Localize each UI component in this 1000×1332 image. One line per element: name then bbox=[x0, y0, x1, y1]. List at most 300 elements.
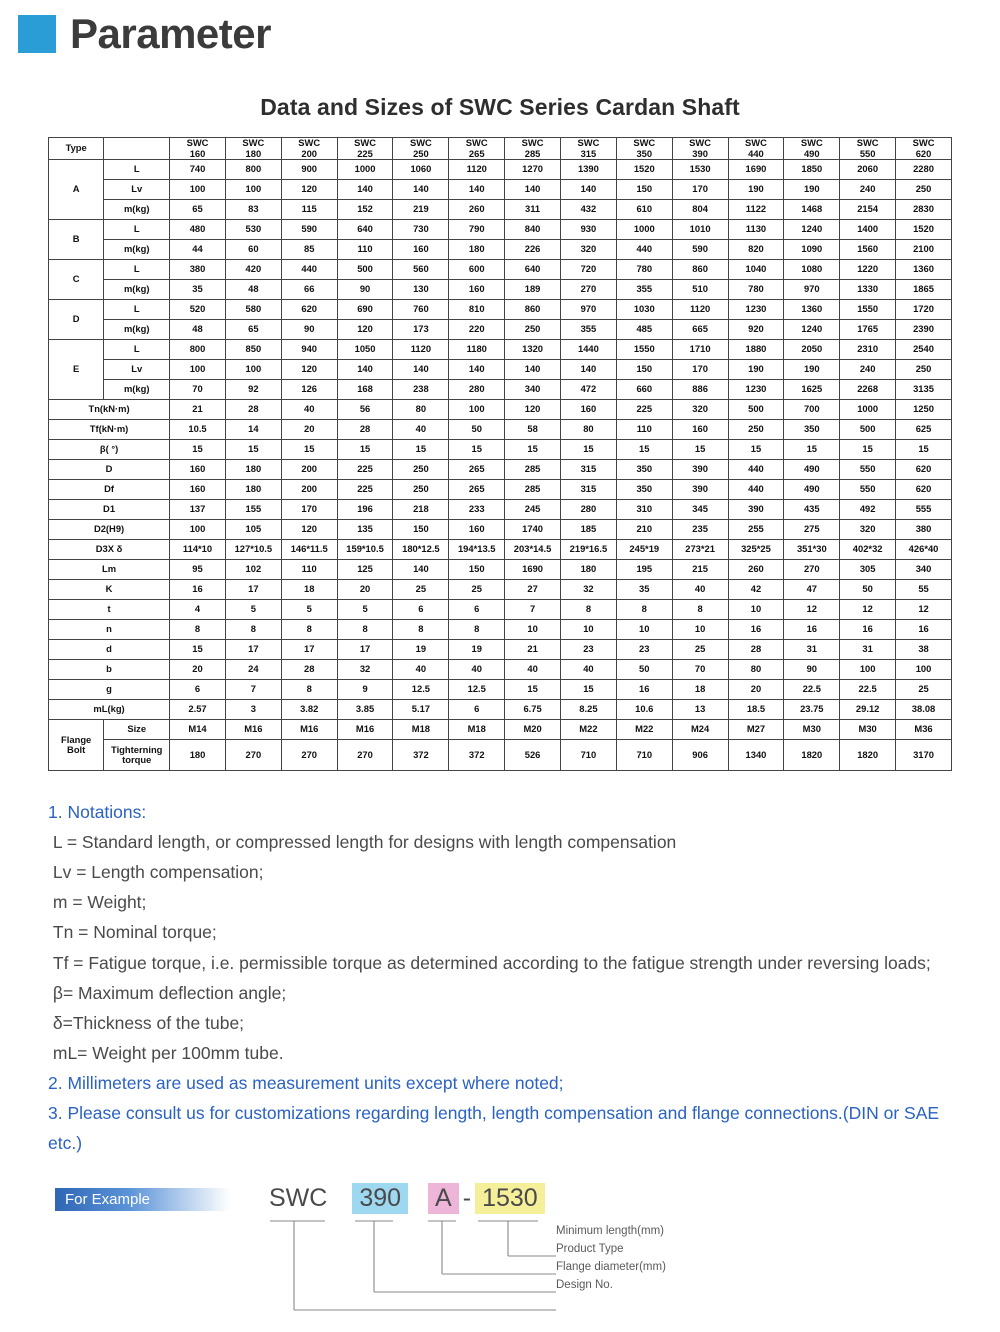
notation-line: 2. Millimeters are used as measurement units except where noted; bbox=[48, 1072, 564, 1093]
data-cell: 100 bbox=[170, 520, 226, 540]
table-row bbox=[49, 220, 952, 240]
data-cell: 8 bbox=[170, 620, 226, 640]
data-cell: 1820 bbox=[840, 740, 896, 771]
data-cell: M22 bbox=[616, 720, 672, 740]
data-cell: 215 bbox=[672, 560, 728, 580]
row-label: mL(kg) bbox=[49, 700, 170, 720]
data-cell: 2.57 bbox=[170, 700, 226, 720]
data-cell: 130 bbox=[393, 280, 449, 300]
group-label-flange-bolt: Flange Bolt bbox=[49, 720, 104, 771]
data-cell: 140 bbox=[561, 360, 617, 380]
data-cell: 1360 bbox=[896, 260, 952, 280]
data-cell: 27 bbox=[505, 580, 561, 600]
data-cell: 1468 bbox=[784, 200, 840, 220]
data-cell: 15 bbox=[728, 440, 784, 460]
data-cell: 10.6 bbox=[616, 700, 672, 720]
data-cell: 135 bbox=[337, 520, 393, 540]
data-cell: 70 bbox=[170, 380, 226, 400]
table-row bbox=[49, 720, 952, 740]
data-cell: 550 bbox=[840, 460, 896, 480]
data-cell: 18 bbox=[672, 680, 728, 700]
table-row bbox=[49, 680, 952, 700]
data-cell: 48 bbox=[225, 280, 281, 300]
data-cell: 218 bbox=[393, 500, 449, 520]
group-label-D: D bbox=[49, 300, 104, 340]
data-cell: 5.17 bbox=[393, 700, 449, 720]
row-label: K bbox=[49, 580, 170, 600]
callout-labels bbox=[556, 1223, 666, 1295]
data-cell: 24 bbox=[225, 660, 281, 680]
row-label: D1 bbox=[49, 500, 170, 520]
notation-line: Tn = Nominal torque; bbox=[48, 922, 217, 943]
data-cell: 196 bbox=[337, 500, 393, 520]
data-cell: 1440 bbox=[561, 340, 617, 360]
table-row bbox=[49, 480, 952, 500]
data-cell: 8.25 bbox=[561, 700, 617, 720]
data-cell: 160 bbox=[449, 280, 505, 300]
data-cell: M16 bbox=[225, 720, 281, 740]
data-cell: 1330 bbox=[840, 280, 896, 300]
data-cell: 440 bbox=[728, 460, 784, 480]
table-title: Data and Sizes of SWC Series Cardan Shaft bbox=[260, 94, 740, 120]
data-cell: 50 bbox=[449, 420, 505, 440]
data-cell: 260 bbox=[728, 560, 784, 580]
data-cell: 120 bbox=[281, 520, 337, 540]
data-cell: 860 bbox=[505, 300, 561, 320]
data-cell: 590 bbox=[281, 220, 337, 240]
data-cell: 625 bbox=[896, 420, 952, 440]
data-cell: 740 bbox=[170, 160, 226, 180]
data-cell: 590 bbox=[672, 240, 728, 260]
data-cell: M36 bbox=[896, 720, 952, 740]
data-cell: 810 bbox=[449, 300, 505, 320]
data-cell: 100 bbox=[449, 400, 505, 420]
data-cell: 940 bbox=[281, 340, 337, 360]
data-cell: 40 bbox=[393, 660, 449, 680]
data-cell: M22 bbox=[561, 720, 617, 740]
data-cell: 2100 bbox=[896, 240, 952, 260]
data-cell: 194*13.5 bbox=[449, 540, 505, 560]
data-cell: 19 bbox=[393, 640, 449, 660]
data-cell: 600 bbox=[449, 260, 505, 280]
data-cell: 1080 bbox=[784, 260, 840, 280]
data-cell: 1120 bbox=[672, 300, 728, 320]
data-cell: 160 bbox=[672, 420, 728, 440]
data-cell: 5 bbox=[337, 600, 393, 620]
data-cell: 12.5 bbox=[393, 680, 449, 700]
data-cell: 140 bbox=[505, 360, 561, 380]
data-cell: 1690 bbox=[728, 160, 784, 180]
data-cell: 351*30 bbox=[784, 540, 840, 560]
column-header-315: SWC 315 bbox=[561, 138, 617, 160]
data-cell: 3135 bbox=[896, 380, 952, 400]
data-cell: M16 bbox=[337, 720, 393, 740]
data-cell: 8 bbox=[672, 600, 728, 620]
column-header-180: SWC 180 bbox=[225, 138, 281, 160]
page-title: Parameter bbox=[70, 10, 271, 57]
data-cell: 21 bbox=[505, 640, 561, 660]
data-cell: 1230 bbox=[728, 380, 784, 400]
data-cell: 1550 bbox=[840, 300, 896, 320]
row-label: m(kg) bbox=[104, 380, 170, 400]
row-label: β( °) bbox=[49, 440, 170, 460]
data-cell: 620 bbox=[896, 460, 952, 480]
data-cell: 190 bbox=[728, 360, 784, 380]
row-label: m(kg) bbox=[104, 240, 170, 260]
data-cell: 280 bbox=[561, 500, 617, 520]
header-accent-marker bbox=[18, 15, 56, 53]
notation-line: β= Maximum deflection angle; bbox=[48, 982, 287, 1003]
data-cell: 710 bbox=[561, 740, 617, 771]
data-cell: 390 bbox=[672, 460, 728, 480]
data-cell: 2310 bbox=[840, 340, 896, 360]
table-row bbox=[49, 200, 952, 220]
data-cell: 260 bbox=[449, 200, 505, 220]
row-label: Tn(kN·m) bbox=[49, 400, 170, 420]
data-cell: 150 bbox=[616, 360, 672, 380]
data-cell: 28 bbox=[225, 400, 281, 420]
data-cell: 265 bbox=[449, 460, 505, 480]
callout-item: Design No. bbox=[556, 1279, 613, 1292]
data-cell: 16 bbox=[728, 620, 784, 640]
table-row bbox=[49, 500, 952, 520]
data-cell: 402*32 bbox=[840, 540, 896, 560]
data-cell: 19 bbox=[449, 640, 505, 660]
data-cell: 10 bbox=[672, 620, 728, 640]
row-label: L bbox=[104, 260, 170, 280]
data-cell: 1850 bbox=[784, 160, 840, 180]
data-cell: 20 bbox=[281, 420, 337, 440]
data-cell: 620 bbox=[896, 480, 952, 500]
data-cell: 233 bbox=[449, 500, 505, 520]
data-cell: 490 bbox=[784, 480, 840, 500]
data-cell: 1220 bbox=[840, 260, 896, 280]
data-cell: 25 bbox=[393, 580, 449, 600]
data-cell: 20 bbox=[170, 660, 226, 680]
leader-lines bbox=[0, 1182, 1000, 1332]
data-cell: 140 bbox=[561, 180, 617, 200]
data-cell: 170 bbox=[672, 360, 728, 380]
data-cell: 285 bbox=[505, 480, 561, 500]
data-cell: 40 bbox=[393, 420, 449, 440]
data-cell: 55 bbox=[896, 580, 952, 600]
row-label: D2(H9) bbox=[49, 520, 170, 540]
notation-line: δ=Thickness of the tube; bbox=[48, 1012, 245, 1033]
data-cell: 8 bbox=[616, 600, 672, 620]
data-cell: 155 bbox=[225, 500, 281, 520]
data-cell: 1820 bbox=[784, 740, 840, 771]
data-cell: 320 bbox=[840, 520, 896, 540]
data-cell: 40 bbox=[449, 660, 505, 680]
data-cell: 440 bbox=[281, 260, 337, 280]
data-cell: 440 bbox=[728, 480, 784, 500]
data-cell: 1550 bbox=[616, 340, 672, 360]
data-cell: 32 bbox=[561, 580, 617, 600]
column-header-200: SWC 200 bbox=[281, 138, 337, 160]
data-cell: 490 bbox=[784, 460, 840, 480]
data-cell: 140 bbox=[393, 560, 449, 580]
data-cell: 160 bbox=[170, 460, 226, 480]
data-cell: 28 bbox=[281, 660, 337, 680]
data-cell: 5 bbox=[281, 600, 337, 620]
data-cell: 315 bbox=[561, 460, 617, 480]
data-cell: 120 bbox=[281, 360, 337, 380]
data-cell: 42 bbox=[728, 580, 784, 600]
data-cell: 6 bbox=[170, 680, 226, 700]
data-cell: 886 bbox=[672, 380, 728, 400]
data-cell: 1130 bbox=[728, 220, 784, 240]
data-cell: 620 bbox=[281, 300, 337, 320]
table-row bbox=[49, 400, 952, 420]
data-cell: 700 bbox=[784, 400, 840, 420]
data-cell: 137 bbox=[170, 500, 226, 520]
data-cell: 640 bbox=[505, 260, 561, 280]
row-label: L bbox=[104, 340, 170, 360]
data-cell: 83 bbox=[225, 200, 281, 220]
data-cell: 102 bbox=[225, 560, 281, 580]
data-cell: 23 bbox=[561, 640, 617, 660]
data-cell: 1000 bbox=[840, 400, 896, 420]
data-cell: 320 bbox=[672, 400, 728, 420]
data-cell: 7 bbox=[225, 680, 281, 700]
data-cell: 238 bbox=[393, 380, 449, 400]
data-cell: 114*10 bbox=[170, 540, 226, 560]
data-cell: 140 bbox=[337, 180, 393, 200]
data-cell: 140 bbox=[393, 180, 449, 200]
data-cell: 140 bbox=[449, 360, 505, 380]
data-cell: 23 bbox=[616, 640, 672, 660]
data-cell: 3170 bbox=[896, 740, 952, 771]
data-cell: 40 bbox=[672, 580, 728, 600]
data-cell: 311 bbox=[505, 200, 561, 220]
data-cell: 480 bbox=[170, 220, 226, 240]
data-cell: 50 bbox=[616, 660, 672, 680]
row-label: L bbox=[104, 160, 170, 180]
notation-line: Lv = Length compensation; bbox=[48, 862, 264, 883]
data-cell: 8 bbox=[449, 620, 505, 640]
table-row bbox=[49, 180, 952, 200]
data-cell: 660 bbox=[616, 380, 672, 400]
data-cell: 250 bbox=[393, 480, 449, 500]
data-cell: 2390 bbox=[896, 320, 952, 340]
data-cell: 35 bbox=[170, 280, 226, 300]
column-header-620: SWC 620 bbox=[896, 138, 952, 160]
data-cell: 250 bbox=[505, 320, 561, 340]
data-cell: 245*19 bbox=[616, 540, 672, 560]
data-cell: 550 bbox=[840, 480, 896, 500]
data-cell: 170 bbox=[672, 180, 728, 200]
row-label: Lm bbox=[49, 560, 170, 580]
data-cell: 1030 bbox=[616, 300, 672, 320]
data-cell: 20 bbox=[728, 680, 784, 700]
data-cell: 2540 bbox=[896, 340, 952, 360]
data-cell: 1000 bbox=[616, 220, 672, 240]
data-cell: 25 bbox=[449, 580, 505, 600]
data-cell: 15 bbox=[505, 680, 561, 700]
data-cell: M20 bbox=[505, 720, 561, 740]
data-cell: 860 bbox=[672, 260, 728, 280]
data-cell: 1400 bbox=[840, 220, 896, 240]
data-cell: 780 bbox=[616, 260, 672, 280]
data-cell: 3 bbox=[225, 700, 281, 720]
data-cell: 640 bbox=[337, 220, 393, 240]
data-cell: 173 bbox=[393, 320, 449, 340]
data-cell: 12 bbox=[896, 600, 952, 620]
notation-line: L = Standard length, or compressed length for designs with length compensation bbox=[48, 832, 677, 853]
data-cell: 6.75 bbox=[505, 700, 561, 720]
data-cell: 250 bbox=[896, 360, 952, 380]
data-cell: 17 bbox=[225, 580, 281, 600]
data-cell: 520 bbox=[170, 300, 226, 320]
notation-line: m = Weight; bbox=[48, 892, 147, 913]
data-cell: M24 bbox=[672, 720, 728, 740]
data-cell: 115 bbox=[281, 200, 337, 220]
data-cell: 160 bbox=[561, 400, 617, 420]
data-cell: 16 bbox=[784, 620, 840, 640]
data-cell: 8 bbox=[337, 620, 393, 640]
data-cell: 12 bbox=[784, 600, 840, 620]
data-cell: 180*12.5 bbox=[393, 540, 449, 560]
row-label: Lv bbox=[104, 360, 170, 380]
data-cell: 17 bbox=[337, 640, 393, 660]
group-label-A: A bbox=[49, 160, 104, 220]
data-cell: 219*16.5 bbox=[561, 540, 617, 560]
data-cell: 8 bbox=[225, 620, 281, 640]
data-cell: 38.08 bbox=[896, 700, 952, 720]
data-cell: 1040 bbox=[728, 260, 784, 280]
data-cell: 18.5 bbox=[728, 700, 784, 720]
data-cell: 13 bbox=[672, 700, 728, 720]
data-cell: 15 bbox=[449, 440, 505, 460]
data-cell: 15 bbox=[840, 440, 896, 460]
table-row bbox=[49, 260, 952, 280]
data-cell: M30 bbox=[840, 720, 896, 740]
data-cell: 340 bbox=[505, 380, 561, 400]
data-cell: 110 bbox=[337, 240, 393, 260]
data-cell: 15 bbox=[616, 440, 672, 460]
data-cell: 189 bbox=[505, 280, 561, 300]
data-cell: 203*14.5 bbox=[505, 540, 561, 560]
table-row bbox=[49, 240, 952, 260]
data-cell: 90 bbox=[337, 280, 393, 300]
row-label: g bbox=[49, 680, 170, 700]
column-header-160: SWC 160 bbox=[170, 138, 226, 160]
data-cell: 80 bbox=[393, 400, 449, 420]
data-cell: 820 bbox=[728, 240, 784, 260]
data-cell: 730 bbox=[393, 220, 449, 240]
data-cell: 510 bbox=[672, 280, 728, 300]
table-row bbox=[49, 660, 952, 680]
row-label: D3X δ bbox=[49, 540, 170, 560]
callout-item: Product Type bbox=[556, 1243, 624, 1256]
group-label-C: C bbox=[49, 260, 104, 300]
data-cell: 15 bbox=[225, 440, 281, 460]
data-cell: 200 bbox=[281, 480, 337, 500]
data-cell: 120 bbox=[281, 180, 337, 200]
data-cell: 1740 bbox=[505, 520, 561, 540]
data-cell: 225 bbox=[337, 480, 393, 500]
data-cell: 345 bbox=[672, 500, 728, 520]
data-cell: 190 bbox=[784, 180, 840, 200]
data-cell: 355 bbox=[616, 280, 672, 300]
group-label-B: B bbox=[49, 220, 104, 260]
data-cell: 2060 bbox=[840, 160, 896, 180]
row-label: m(kg) bbox=[104, 200, 170, 220]
data-cell: 200 bbox=[281, 460, 337, 480]
data-cell: 12 bbox=[840, 600, 896, 620]
data-cell: 150 bbox=[393, 520, 449, 540]
data-cell: 126 bbox=[281, 380, 337, 400]
data-cell: 1530 bbox=[672, 160, 728, 180]
data-cell: 10 bbox=[616, 620, 672, 640]
group-label-E: E bbox=[49, 340, 104, 400]
data-cell: 1060 bbox=[393, 160, 449, 180]
data-cell: 15 bbox=[896, 440, 952, 460]
column-header-390: SWC 390 bbox=[672, 138, 728, 160]
data-cell: 225 bbox=[337, 460, 393, 480]
data-cell: 160 bbox=[170, 480, 226, 500]
data-cell: 380 bbox=[896, 520, 952, 540]
data-cell: 14 bbox=[225, 420, 281, 440]
row-label: Tighterning torque bbox=[104, 740, 170, 771]
data-cell: 168 bbox=[337, 380, 393, 400]
data-cell: 90 bbox=[784, 660, 840, 680]
data-cell: 270 bbox=[225, 740, 281, 771]
data-cell: 355 bbox=[561, 320, 617, 340]
data-cell: 305 bbox=[840, 560, 896, 580]
data-cell: 170 bbox=[281, 500, 337, 520]
data-cell: 38 bbox=[896, 640, 952, 660]
data-cell: 125 bbox=[337, 560, 393, 580]
data-cell: 1625 bbox=[784, 380, 840, 400]
data-cell: 140 bbox=[449, 180, 505, 200]
data-cell: 15 bbox=[784, 440, 840, 460]
data-cell: 152 bbox=[337, 200, 393, 220]
table-row bbox=[49, 420, 952, 440]
data-cell: 240 bbox=[840, 360, 896, 380]
notation-line: 1. Notations: bbox=[48, 802, 147, 823]
data-cell: 15 bbox=[281, 440, 337, 460]
data-cell: 340 bbox=[896, 560, 952, 580]
row-label: L bbox=[104, 220, 170, 240]
data-cell: 10 bbox=[505, 620, 561, 640]
data-cell: 95 bbox=[170, 560, 226, 580]
data-cell: 140 bbox=[505, 180, 561, 200]
data-cell: 110 bbox=[281, 560, 337, 580]
data-cell: 100 bbox=[896, 660, 952, 680]
data-cell: 150 bbox=[616, 180, 672, 200]
data-cell: 180 bbox=[561, 560, 617, 580]
data-cell: 80 bbox=[561, 420, 617, 440]
spec-table bbox=[48, 137, 952, 771]
data-cell: 180 bbox=[449, 240, 505, 260]
row-label: Size bbox=[104, 720, 170, 740]
data-cell: 18 bbox=[281, 580, 337, 600]
data-cell: 500 bbox=[840, 420, 896, 440]
data-cell: 35 bbox=[616, 580, 672, 600]
code-prefix: SWC bbox=[269, 1184, 328, 1213]
row-label: d bbox=[49, 640, 170, 660]
data-cell: 140 bbox=[393, 360, 449, 380]
data-cell: 275 bbox=[784, 520, 840, 540]
table-row bbox=[49, 640, 952, 660]
data-cell: 47 bbox=[784, 580, 840, 600]
data-cell: 180 bbox=[225, 480, 281, 500]
data-cell: 1000 bbox=[337, 160, 393, 180]
data-cell: 40 bbox=[505, 660, 561, 680]
data-cell: 225 bbox=[616, 400, 672, 420]
row-label: b bbox=[49, 660, 170, 680]
